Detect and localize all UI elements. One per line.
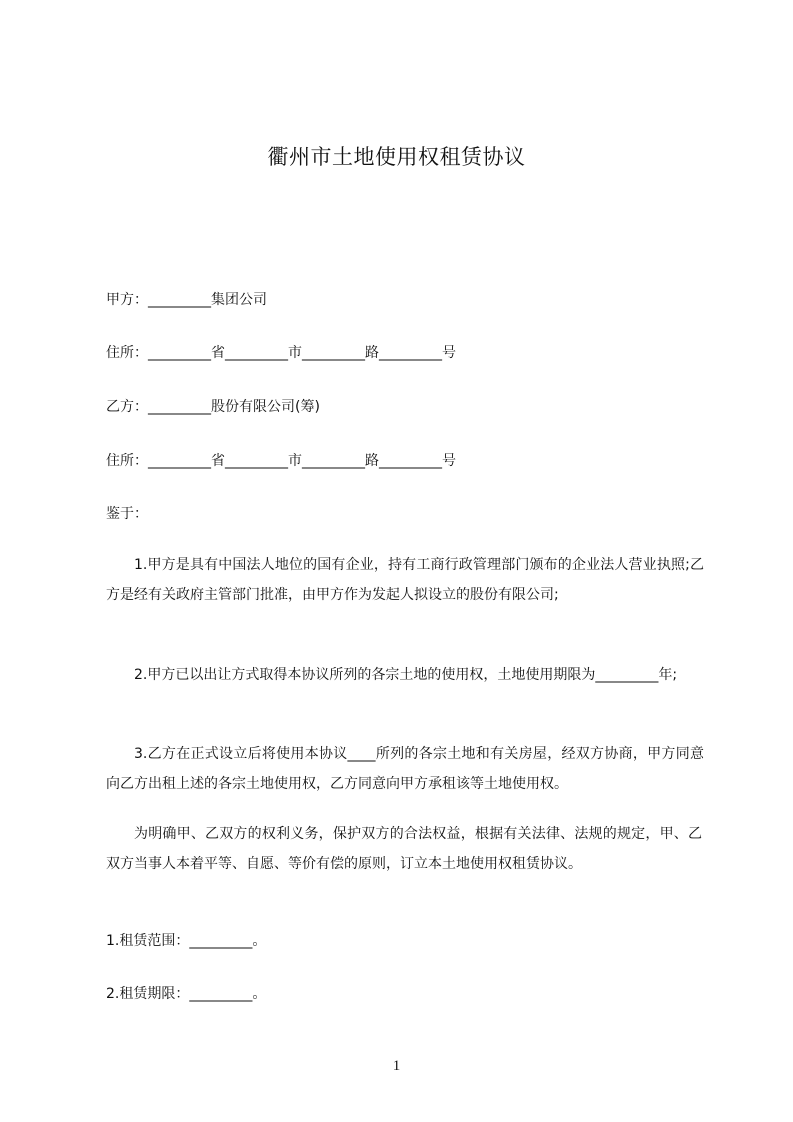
lease-period-term: 2.租赁期限：_________。 <box>106 986 267 1002</box>
party-a-address-line: 住所：_________省_________市_________路_________号 <box>106 345 456 361</box>
whereas-clause-2: 2.甲方已以出让方式取得本协议所列的各宗土地的使用权，土地使用期限为_________年; <box>134 667 678 683</box>
document-title: 衢州市土地使用权租赁协议 <box>267 145 526 169</box>
party-b-line: 乙方：_________股份有限公司(筹) <box>106 399 320 415</box>
lease-scope-term: 1.租赁范围：_________。 <box>106 933 267 949</box>
party-b-address-line: 住所：_________省_________市_________路_________号 <box>106 453 456 469</box>
whereas-heading: 鉴于： <box>106 506 148 522</box>
page-number: 1 <box>392 1058 401 1074</box>
agreement-preamble: 为明确甲、乙双方的权利义务，保护双方的合法权益，根据有关法律、法规的规定，甲、乙双方当事人本着平等、自愿、等价有偿的原则，订立本土地使用权租赁协议。 <box>106 826 702 872</box>
party-a-line: 甲方：_________集团公司 <box>106 292 267 308</box>
whereas-clause-3: 3.乙方在正式设立后将使用本协议____所列的各宗土地和有关房屋，经双方协商，甲方同意向乙方出租上述的各宗土地使用权，乙方同意向甲方承租该等土地使用权。 <box>106 746 704 792</box>
whereas-clause-1: 1.甲方是具有中国法人地位的国有企业，持有工商行政管理部门颁布的企业法人营业执照;乙方是经有关政府主管部门批准，由甲方作为发起人拟设立的股份有限公司; <box>106 557 704 603</box>
